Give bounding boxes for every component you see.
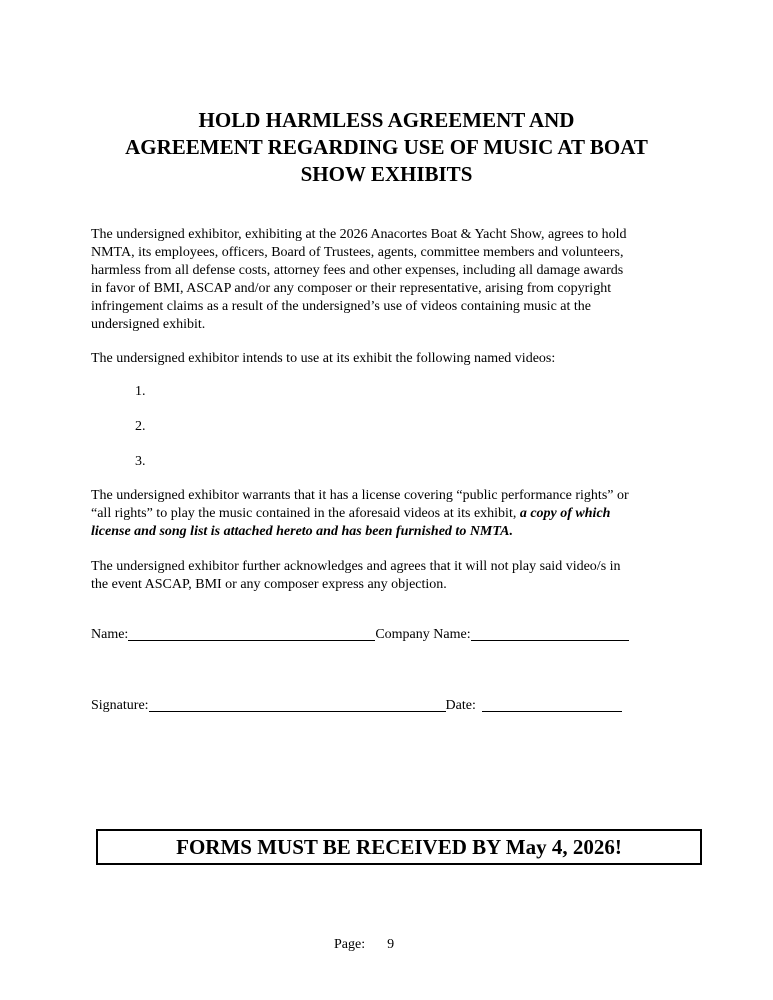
license-warranty-paragraph: [91, 487, 691, 541]
company-name-label: Company Name:: [375, 627, 471, 642]
paragraph-line: the event ASCAP, BMI or any composer express any objection.: [91, 577, 447, 592]
company-name-field[interactable]: [471, 626, 629, 641]
title-line-1: HOLD HARMLESS AGREEMENT AND: [198, 108, 575, 132]
hold-harmless-paragraph: [91, 226, 691, 334]
title-line-2: AGREEMENT REGARDING USE OF MUSIC AT BOAT: [125, 135, 648, 159]
page-footer: [334, 936, 394, 954]
paragraph-line: in favor of BMI, ASCAP and/or any composer or their representative, arising from copyright: [91, 281, 612, 296]
paragraph-emphasis: a copy of which: [519, 506, 611, 521]
signature-label: Signature:: [91, 698, 149, 713]
document-title: [0, 107, 773, 188]
paragraph-line: The undersigned exhibitor further acknowledges and agrees that it will not play said video/s in: [91, 559, 621, 574]
paragraph-line: [91, 505, 691, 523]
video-list-item-3: 3.: [135, 454, 146, 469]
paragraph-line: undersigned exhibit.: [91, 317, 206, 332]
signature-field[interactable]: [149, 697, 446, 712]
page-label: Page:: [334, 937, 366, 952]
paragraph-line: infringement claims as a result of the undersigned’s use of videos containing music at the: [91, 299, 591, 314]
deadline-notice: FORMS MUST BE RECEIVED BY May 4, 2026!: [96, 829, 702, 865]
objection-paragraph: [91, 558, 691, 594]
paragraph-text: “all rights” to play the music contained in the aforesaid videos at its exhibit,: [91, 506, 520, 521]
paragraph-line: harmless from all defense costs, attorney fees and other expenses, including all damage awards: [91, 263, 624, 278]
name-label: Name:: [91, 627, 129, 642]
name-company-row: [91, 626, 629, 644]
paragraph-line: The undersigned exhibitor warrants that it has a license covering “public performance rights” or: [91, 488, 629, 503]
paragraph-line: The undersigned exhibitor, exhibiting at the 2026 Anacortes Boat & Yacht Show, agrees to hold: [91, 227, 627, 242]
paragraph-emphasis-line: license and song list is attached hereto and has been furnished to NMTA.: [91, 524, 513, 539]
date-label: Date:: [445, 698, 476, 713]
signature-date-row: [91, 697, 622, 715]
video-list-item-1: 1.: [135, 384, 146, 399]
title-line-3: SHOW EXHIBITS: [300, 162, 473, 186]
page-number: 9: [387, 937, 395, 952]
video-list-item-2: 2.: [135, 419, 146, 434]
videos-intro-paragraph: The undersigned exhibitor intends to use at its exhibit the following named videos:: [91, 351, 556, 366]
date-field[interactable]: [482, 697, 622, 712]
paragraph-line: NMTA, its employees, officers, Board of Trustees, agents, committee members and volunteers,: [91, 245, 624, 260]
name-field[interactable]: [128, 626, 375, 641]
